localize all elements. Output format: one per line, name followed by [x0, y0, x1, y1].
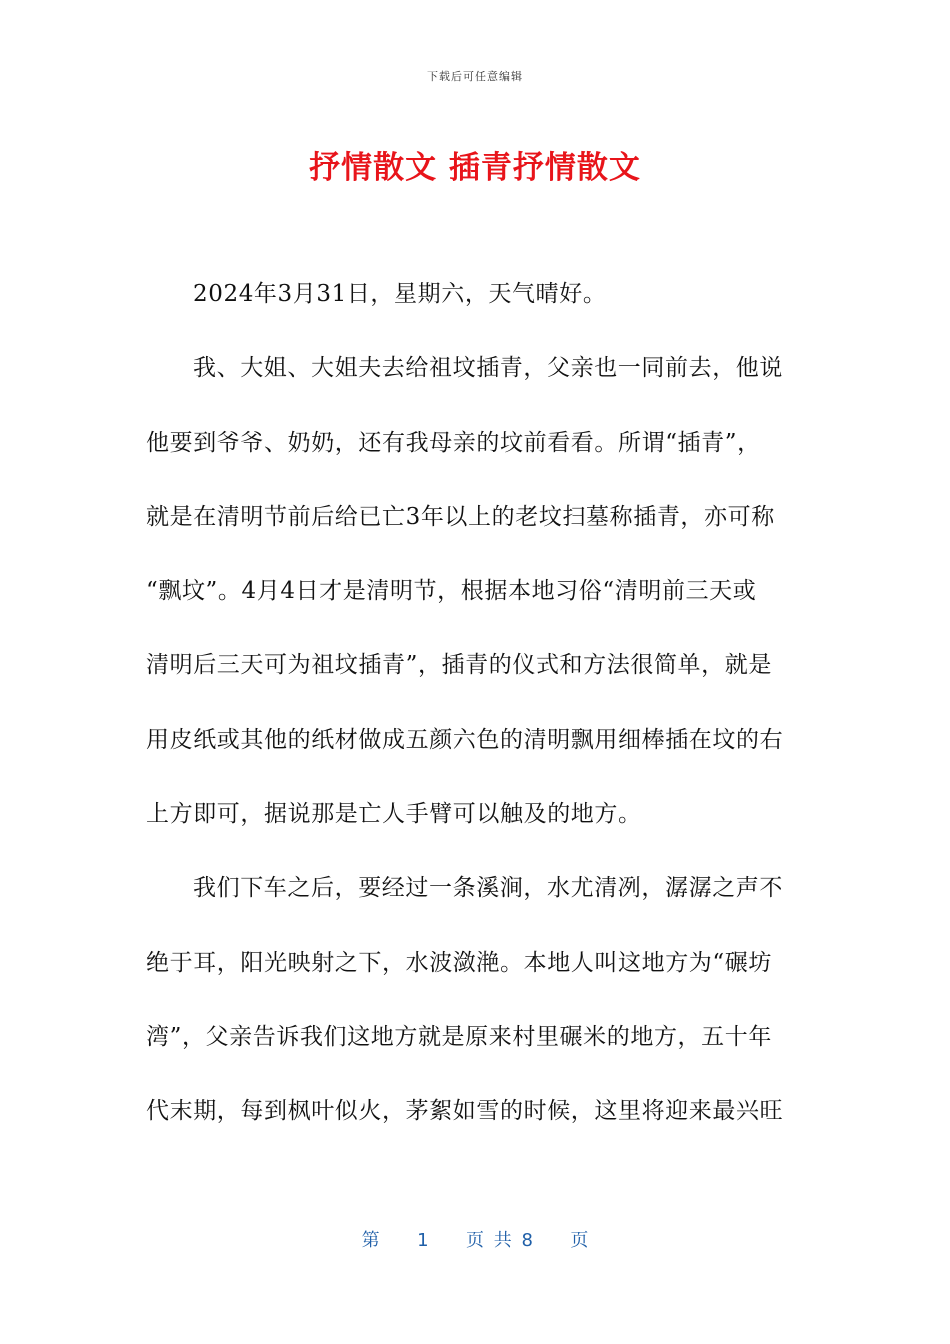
- page-middle-text: 页 共: [466, 1230, 512, 1251]
- current-page-number: 1: [417, 1230, 429, 1251]
- paragraph-line: 代末期，每到枫叶似火，茅絮如雪的时候，这里将迎来最兴旺: [146, 1098, 784, 1125]
- document-title: 抒情散文 插青抒情散文: [309, 150, 641, 186]
- paragraph-line: 湾”，父亲告诉我们这地方就是原来村里碾米的地方，五十年: [146, 1023, 772, 1050]
- page-prefix: 第: [361, 1230, 380, 1251]
- header-note: 下载后可任意编辑: [427, 70, 523, 83]
- paragraph-line: 他要到爷爷、奶奶，还有我母亲的坟前看看。所谓“插青”，: [146, 429, 761, 456]
- total-pages-number: 8: [521, 1230, 533, 1251]
- paragraph-line: 我们下车之后，要经过一条溪涧，水尤清冽，潺潺之声不: [193, 875, 783, 902]
- page-suffix: 页: [570, 1230, 589, 1251]
- document-body: [146, 266, 806, 1158]
- paragraph-line: 用皮纸或其他的纸材做成五颜六色的清明飘用细棒插在坟的右: [146, 726, 784, 753]
- paragraph-line: 就是在清明节前后给已亡3年以上的老坟扫墓称插青，亦可称: [146, 503, 775, 530]
- paragraph-line: “飘坟”。4月4日才是清明节，根据本地习俗“清明前三天或: [146, 578, 757, 605]
- paragraph-line: 我、大姐、大姐夫去给祖坟插青，父亲也一同前去，他说: [193, 355, 783, 382]
- paragraph-line: 2024年3月31日，星期六，天气晴好。: [193, 281, 607, 307]
- paragraph-line: 清明后三天可为祖坟插青”，插青的仪式和方法很简单，就是: [146, 652, 772, 679]
- paragraph-line: 上方即可，据说那是亡人手臂可以触及的地方。: [146, 801, 642, 828]
- page-footer: [0, 1226, 950, 1252]
- paragraph-line: 绝于耳，阳光映射之下，水波潋滟。本地人叫这地方为“碾坊: [146, 949, 772, 976]
